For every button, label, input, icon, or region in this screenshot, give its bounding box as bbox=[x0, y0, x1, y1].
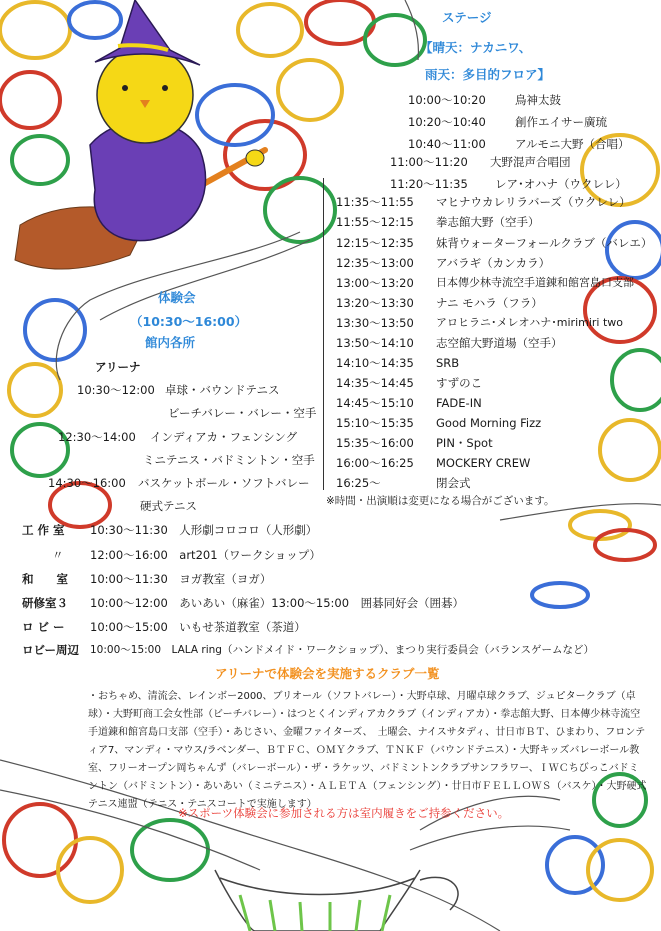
taiken-title: 体験会 bbox=[158, 290, 196, 305]
stage-time: 14:45〜15:10 bbox=[336, 396, 414, 410]
stage-act: アルモニ大野（合唱） bbox=[515, 137, 630, 151]
stage-act: レア･オハナ（ウクレレ） bbox=[495, 177, 627, 191]
clubs-list: ・おちゃめ、清流会、レインボー2000、ブリオール（ソフトバレー）・大野卓球、月曜卓球クラブ、ジュピタークラブ（卓球）・大野町商工会女性部（ビーチバレー）・はつとくインディアカクラブ（インディアカ）・拳志館大野、日本傳少林寺流空手道錬和館宮島口支部（空手）・あじさい、金曜ファイターズ、 土曜会、ナイスサタディ、廿日市ＢＴ、ひまわり、フロンティア7、マンディ・マウス/ラベンダー、ＢＴＦＣ、ＯＭＹクラブ、ＴＮＫＦ（バウンドテニス）・大野キッズバレーボール教室、フリーオープン岡ちゃんず（バレーボール）・ザ・ラケッツ、バドミントンクラブサンフラワー、ＩＷＣちびっこバドミントン（バドミントン）・あいあい（ミニテニス）・ＡＬＥＴＡ（フェンシング）・廿日市ＦＥＬＬＯＷＳ（バスケ）・大野硬式テニス連盟（テニス・テニスコートで実施します） bbox=[88, 691, 647, 810]
stage-act: 鳥神太鼓 bbox=[515, 93, 561, 107]
taiken-time: （10:30〜16:00） bbox=[130, 314, 248, 329]
room-events: 10:30〜11:30 人形劇コロコロ（人形劇） bbox=[90, 523, 318, 537]
taiken-time: 12:30〜14:00 bbox=[58, 430, 136, 444]
stage-act: 志空館大野道場（空手） bbox=[436, 336, 563, 350]
arena-label: アリーナ bbox=[95, 360, 141, 374]
stage-act: MOCKERY CREW bbox=[436, 456, 531, 470]
stage-time: 13:00〜13:20 bbox=[336, 276, 414, 290]
stage-time: 13:50〜14:10 bbox=[336, 336, 414, 350]
stage-title: ステージ bbox=[442, 10, 492, 25]
taiken-sports: ビーチバレー・バレー・空手 bbox=[168, 406, 317, 420]
stage-venue-rain: 雨天：多目的フロア】 bbox=[425, 67, 551, 82]
clubs-note: ※スポーツ体験会に参加される方は室内履きをご持参ください。 bbox=[178, 806, 510, 820]
taiken-place: 館内各所 bbox=[145, 335, 196, 350]
stage-time: 11:55〜12:15 bbox=[336, 215, 414, 229]
stage-act: FADE-IN bbox=[436, 396, 482, 410]
stage-note: ※時間・出演順は変更になる場合がございます。 bbox=[326, 495, 555, 507]
stage-act: 妹背ウォーターフォールクラブ（バレエ） bbox=[436, 236, 653, 250]
stage-time: 11:35〜11:55 bbox=[336, 195, 414, 209]
room-name: 〃 bbox=[52, 548, 64, 562]
stage-time: 10:20〜10:40 bbox=[408, 115, 486, 129]
stage-act: Good Morning Fizz bbox=[436, 416, 542, 430]
clubs-title: アリーナで体験会を実施するクラブ一覧 bbox=[215, 666, 440, 681]
stage-time: 12:35〜13:00 bbox=[336, 256, 414, 270]
stage-act: 創作エイサー廣琉 bbox=[515, 115, 607, 129]
stage-time: 11:00〜11:20 bbox=[390, 155, 468, 169]
stage-act: アバラギ（カンカラ） bbox=[436, 256, 551, 270]
room-name: ロ ビ ー bbox=[22, 620, 65, 634]
stage-act: ナニ モハラ（フラ） bbox=[436, 296, 543, 310]
stage-time: 16:00〜16:25 bbox=[336, 456, 414, 470]
room-events: 10:00〜11:30 ヨガ教室（ヨガ） bbox=[90, 572, 272, 586]
room-events: 10:00〜15:00 いもせ茶道教室（茶道） bbox=[90, 620, 306, 634]
stage-act: すずのこ bbox=[436, 376, 483, 390]
stage-time: 11:20〜11:35 bbox=[390, 177, 468, 191]
stage-act: アロヒラニ･メレオハナ･mirimiri two bbox=[436, 316, 624, 329]
stage-time: 12:15〜12:35 bbox=[336, 236, 414, 250]
stage-act: 大野混声合唱団 bbox=[490, 155, 571, 169]
room-name: 和 室 bbox=[22, 572, 68, 586]
room-name: 研修室３ bbox=[22, 596, 68, 610]
stage-act: 閉会式 bbox=[436, 476, 471, 490]
taiken-sports: 硬式テニス bbox=[140, 499, 198, 513]
taiken-time: 10:30〜12:00 bbox=[77, 383, 155, 397]
taiken-sports: バスケットボール・ソフトバレー bbox=[138, 476, 310, 490]
stage-time: 14:35〜14:45 bbox=[336, 376, 414, 390]
stage-time: 15:10〜15:35 bbox=[336, 416, 414, 430]
room-events: 12:00〜16:00 art201（ワークショップ） bbox=[90, 548, 321, 562]
taiken-sports: ミニテニス・バドミントン・空手 bbox=[143, 453, 315, 467]
stage-time: 13:30〜13:50 bbox=[336, 316, 414, 330]
stage-time: 16:25〜 bbox=[336, 476, 381, 490]
stage-time: 13:20〜13:30 bbox=[336, 296, 414, 310]
stage-venue-fine: 【晴天：ナカニワ、 bbox=[420, 40, 532, 55]
stage-act: マヒナウカレリラバーズ（ウクレレ） bbox=[436, 195, 631, 209]
stage-time: 10:00〜10:20 bbox=[408, 93, 486, 107]
stage-time: 10:40〜11:00 bbox=[408, 137, 486, 151]
taiken-sports: インディアカ・フェンシング bbox=[150, 430, 298, 444]
room-name: ロビー周辺 bbox=[22, 643, 80, 657]
stage-act: 日本傳少林寺流空手道錬和館宮島口支部 bbox=[436, 276, 634, 289]
stage-time: 15:35〜16:00 bbox=[336, 436, 414, 450]
stage-act: PIN・Spot bbox=[436, 436, 493, 450]
taiken-time: 14:30〜16:00 bbox=[48, 476, 126, 490]
taiken-sports: 卓球・バウンドテニス bbox=[165, 383, 280, 397]
stage-divider bbox=[323, 178, 324, 490]
room-events: 10:00〜12:00 あいあい（麻雀）13:00〜15:00 囲碁同好会（囲碁） bbox=[90, 596, 465, 610]
stage-act: SRB bbox=[436, 356, 460, 370]
room-events: 10:00〜15:00 LALA ring（ハンドメイド・ワークショップ）、まつり実行委員会（バランスゲームなど） bbox=[90, 644, 594, 656]
stage-act: 拳志館大野（空手） bbox=[436, 215, 540, 229]
room-name: 工 作 室 bbox=[22, 523, 65, 537]
stage-time: 14:10〜14:35 bbox=[336, 356, 414, 370]
